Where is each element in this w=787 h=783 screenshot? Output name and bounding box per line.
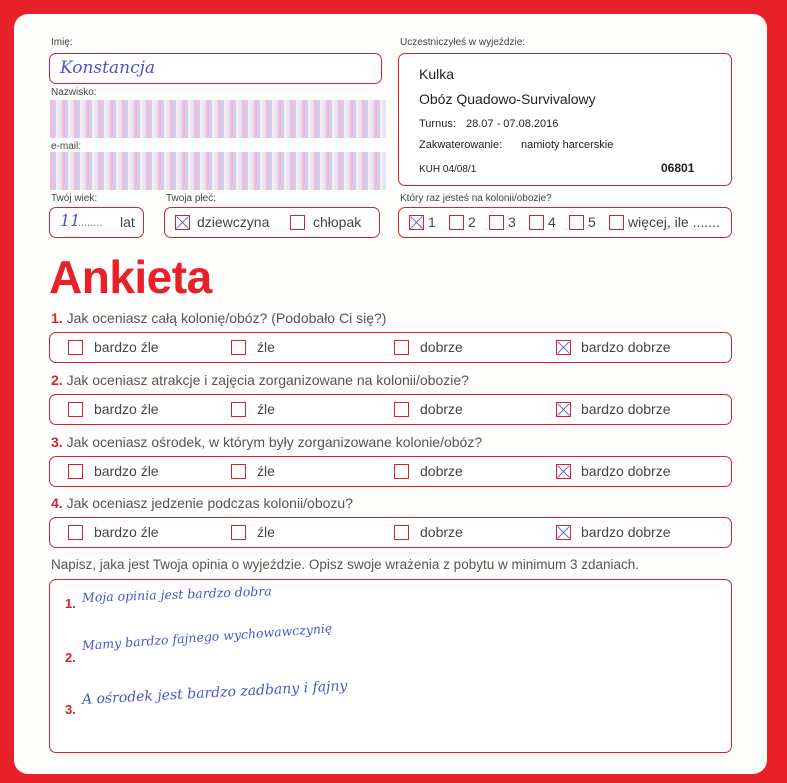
q3-checkbox-bardzo-dobrze[interactable] bbox=[556, 464, 571, 479]
q1-option-dobrze: dobrze bbox=[420, 339, 463, 355]
name-value: Konstancja bbox=[60, 58, 155, 78]
question-2: 2. Jak oceniasz atrakcje i zajęcia zorganizowane na kolonii/obozie? bbox=[51, 372, 469, 388]
age-unit: lat bbox=[120, 214, 135, 230]
survey-sheet bbox=[14, 14, 767, 774]
times-checkbox-4[interactable] bbox=[529, 215, 544, 230]
q2-option-dobrze: dobrze bbox=[420, 401, 463, 417]
times-option-4: 4 bbox=[548, 214, 556, 230]
q3-checkbox-zle[interactable] bbox=[231, 464, 246, 479]
q2-option-bardzo-dobrze: bardzo dobrze bbox=[581, 401, 671, 417]
survey-title: Ankieta bbox=[49, 251, 212, 303]
surname-label: Nazwisko: bbox=[51, 87, 97, 98]
question-4-answers bbox=[49, 517, 732, 548]
opinion-line-3-number: 3. bbox=[65, 702, 76, 717]
opinion-line-2-number: 2. bbox=[65, 650, 76, 665]
gender-option-girl: dziewczyna bbox=[197, 214, 270, 230]
q2-checkbox-bardzo-zle[interactable] bbox=[68, 402, 83, 417]
q4-option-dobrze: dobrze bbox=[420, 524, 463, 540]
q2-option-bardzo-zle: bardzo źle bbox=[94, 401, 159, 417]
times-option-more: więcej, ile ....... bbox=[628, 214, 720, 230]
times-checkbox-1[interactable] bbox=[409, 215, 424, 230]
q3-option-dobrze: dobrze bbox=[420, 463, 463, 479]
question-2-answers bbox=[49, 394, 732, 425]
q3-checkbox-dobrze[interactable] bbox=[394, 464, 409, 479]
q4-checkbox-bardzo-zle[interactable] bbox=[68, 525, 83, 540]
times-option-1: 1 bbox=[428, 214, 436, 230]
camp-label: Uczestniczyłeś w wyjeździe: bbox=[400, 37, 526, 48]
camp-turnus-label: Turnus: bbox=[419, 118, 456, 130]
name-label: Imię: bbox=[51, 37, 73, 48]
times-option-5: 5 bbox=[588, 214, 596, 230]
camp-number: 06801 bbox=[661, 161, 695, 175]
q1-option-bardzo-zle: bardzo źle bbox=[94, 339, 159, 355]
q2-option-zle: źle bbox=[257, 401, 275, 417]
camp-turnus: 28.07 - 07.08.2016 bbox=[466, 118, 559, 130]
surname-redacted bbox=[50, 100, 386, 138]
camp-info-box bbox=[398, 53, 732, 186]
q1-option-zle: źle bbox=[257, 339, 275, 355]
times-checkbox-3[interactable] bbox=[489, 215, 504, 230]
q3-option-bardzo-dobrze: bardzo dobrze bbox=[581, 463, 671, 479]
age-field[interactable] bbox=[49, 207, 144, 238]
q3-option-bardzo-zle: bardzo źle bbox=[94, 463, 159, 479]
email-label: e-mail: bbox=[51, 141, 82, 152]
opinion-line-2: Mamy bardzo fajnego wychowawczynię bbox=[81, 620, 333, 653]
q2-checkbox-zle[interactable] bbox=[231, 402, 246, 417]
times-option-2: 2 bbox=[468, 214, 476, 230]
q4-option-bardzo-dobrze: bardzo dobrze bbox=[581, 524, 671, 540]
name-field[interactable] bbox=[49, 53, 382, 84]
q1-checkbox-dobrze[interactable] bbox=[394, 340, 409, 355]
q2-checkbox-bardzo-dobrze[interactable] bbox=[556, 402, 571, 417]
gender-checkbox-girl[interactable] bbox=[175, 215, 190, 230]
times-label: Który raz jesteś na kolonii/obozie? bbox=[400, 193, 552, 204]
question-1-answers bbox=[49, 332, 732, 363]
times-checkbox-5[interactable] bbox=[569, 215, 584, 230]
question-4: 4. Jak oceniasz jedzenie podczas kolonii/obozu? bbox=[51, 495, 353, 511]
q1-checkbox-bardzo-zle[interactable] bbox=[68, 340, 83, 355]
q1-checkbox-bardzo-dobrze[interactable] bbox=[556, 340, 571, 355]
q2-checkbox-dobrze[interactable] bbox=[394, 402, 409, 417]
age-label: Twój wiek: bbox=[51, 193, 98, 204]
q3-checkbox-bardzo-zle[interactable] bbox=[68, 464, 83, 479]
q3-option-zle: źle bbox=[257, 463, 275, 479]
camp-code: KUH 04/08/1 bbox=[419, 164, 477, 175]
question-3-answers bbox=[49, 456, 732, 487]
gender-label: Twoja płeć: bbox=[166, 193, 217, 204]
times-field bbox=[398, 207, 732, 238]
camp-name: Obóz Quadowo-Survivalowy bbox=[419, 91, 596, 107]
opinion-line-1-number: 1. bbox=[65, 596, 76, 611]
times-option-3: 3 bbox=[508, 214, 516, 230]
gender-checkbox-boy[interactable] bbox=[290, 215, 305, 230]
times-checkbox-more[interactable] bbox=[609, 215, 624, 230]
q1-checkbox-zle[interactable] bbox=[231, 340, 246, 355]
times-checkbox-2[interactable] bbox=[449, 215, 464, 230]
gender-option-boy: chłopak bbox=[313, 214, 362, 230]
opinion-line-3: A ośrodek jest bardzo zadbany i fajny bbox=[81, 678, 348, 708]
camp-accommodation: namioty harcerskie bbox=[521, 139, 614, 151]
question-1: 1. Jak oceniasz całą kolonię/obóz? (Podobało Ci się?) bbox=[51, 310, 387, 326]
age-dots: ........ bbox=[78, 217, 103, 229]
q1-option-bardzo-dobrze: bardzo dobrze bbox=[581, 339, 671, 355]
opinion-prompt: Napisz, jaka jest Twoja opinia o wyjeździe. Opisz swoje wrażenia z pobytu w minimum 3 zdaniach. bbox=[51, 557, 640, 572]
age-value: 11 bbox=[60, 211, 81, 230]
question-3: 3. Jak oceniasz ośrodek, w którym były zorganizowane kolonie/obóz? bbox=[51, 434, 483, 450]
q4-checkbox-dobrze[interactable] bbox=[394, 525, 409, 540]
q4-option-zle: źle bbox=[257, 524, 275, 540]
camp-org: Kulka bbox=[419, 66, 455, 82]
q4-option-bardzo-zle: bardzo źle bbox=[94, 524, 159, 540]
q4-checkbox-zle[interactable] bbox=[231, 525, 246, 540]
email-redacted bbox=[50, 152, 386, 190]
q4-checkbox-bardzo-dobrze[interactable] bbox=[556, 525, 571, 540]
opinion-textarea[interactable] bbox=[49, 579, 732, 753]
gender-field bbox=[164, 207, 380, 238]
camp-accommodation-label: Zakwaterowanie: bbox=[419, 139, 503, 151]
opinion-line-1: Moja opinia jest bardzo dobra bbox=[81, 583, 272, 605]
